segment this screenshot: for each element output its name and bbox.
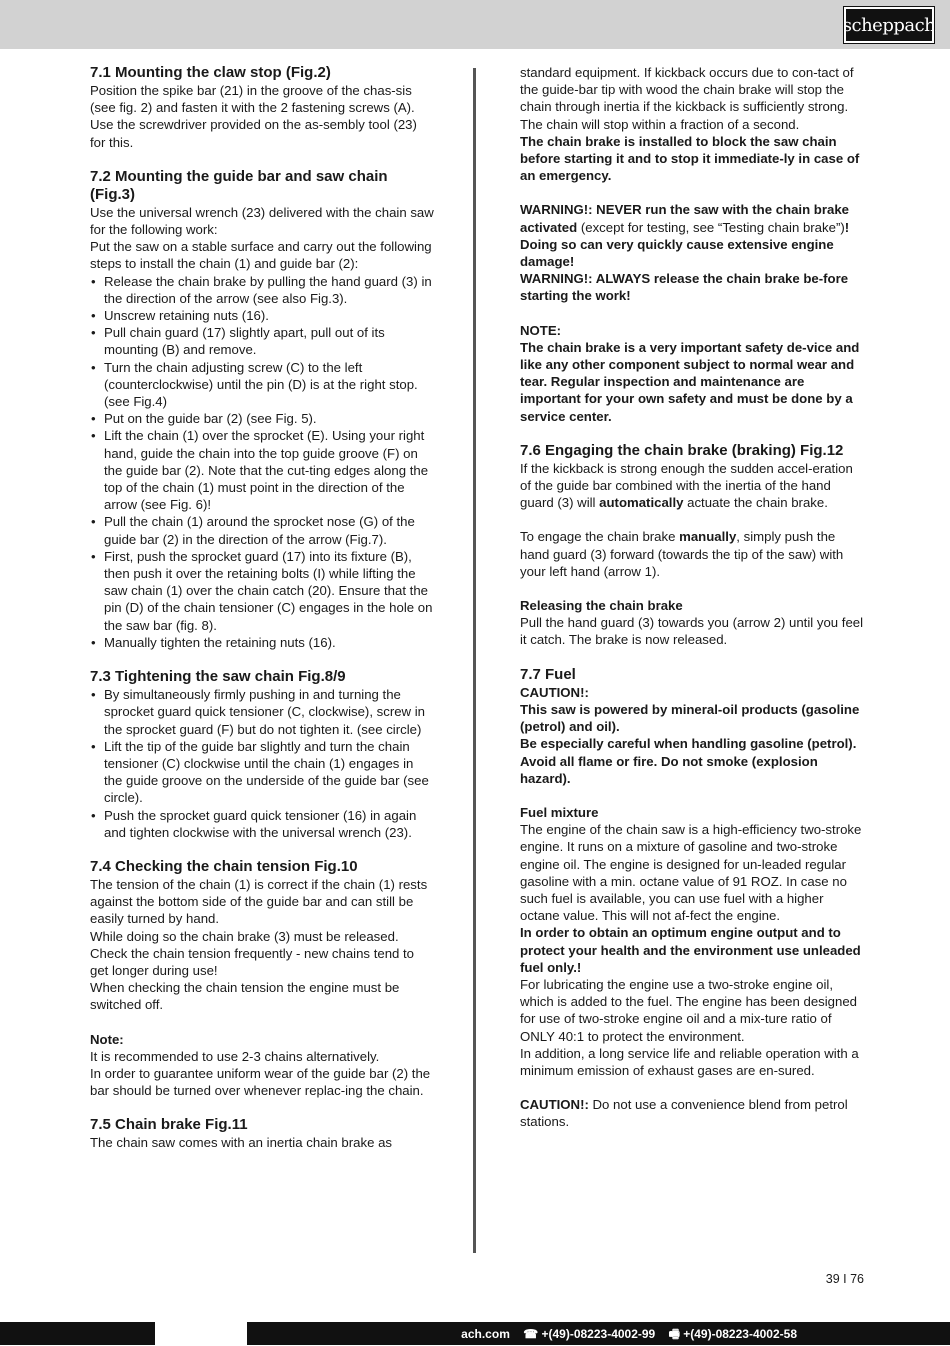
bold-paragraph: The chain brake is a very important safety de-vice and like any other component subject to normal wear and tear. Regular inspection and maintenance are important for your own safety and must be done by a service center. — [520, 339, 860, 424]
paragraph: Position the spike bar (21) in the groove of the chas-sis (see fig. 2) and fasten it with the 2 fastening screws (A). Use the screwdriver provided on the as-sembly tool (23) for this. — [90, 83, 417, 150]
list-item: • Turn the chain adjusting screw (C) to the left (counterclockwise) until the pin (D) is at the right stop. (see Fig.4) — [90, 359, 435, 411]
footer-contact — [451, 1325, 797, 1346]
column-divider — [473, 68, 476, 1253]
paragraph: Use the universal wrench (23) delivered with the chain saw for the following work: — [90, 204, 434, 238]
paragraph: To engage the chain brake manually, simply push the hand guard (3) forward (towards the tip of the saw) with your left hand (arrow 1). — [520, 529, 844, 579]
page-number: 39 I 76 — [825, 1272, 864, 1286]
note-label: Note: — [90, 1031, 124, 1047]
list-item: • Lift the tip of the guide bar slightly and turn the chain tensioner (C) clockwise until the chain (1) engages in the guide groove on the underside of the guide bar (see circle). — [90, 738, 435, 807]
step-list — [90, 686, 435, 841]
paragraph: The chain will stop within a fraction of a second. — [520, 116, 800, 132]
header-band — [0, 0, 950, 49]
paragraph: Pull the hand guard (3) towards you (arrow 2) until you feel it catch. The brake is now released. — [520, 615, 864, 648]
list-item: • Manually tighten the retaining nuts (16). — [90, 634, 435, 651]
section-title: 7.2 Mounting the guide bar and saw chain (Fig.3) — [90, 167, 388, 203]
paragraph: In addition, a long service life and reliable operation with a minimum emission of exhaust gases are en-sured. — [520, 1045, 859, 1078]
warning-paragraph: WARNING!: NEVER run the saw with the chain brake activated (except for testing, see “Testing chain brake”)! Doing so can very quickly cause extensive engine damage! — [520, 202, 850, 270]
footer-white-block — [155, 1322, 247, 1345]
warning-paragraph: WARNING!: ALWAYS release the chain brake be-fore starting the work! — [520, 271, 849, 304]
paragraph: Check the chain tension frequently - new chains tend to get longer during use! — [90, 945, 415, 978]
paragraph: standard equipment. If kickback occurs due to con-tact of the guide-bar tip with wood the chain brake will stop the chain through inertia if the kickback is sufficiently strong. — [520, 65, 854, 115]
right-column — [520, 64, 865, 1131]
left-column — [90, 64, 435, 1152]
footer-phone: ☎ +(49)-08223-4002-99 — [523, 1327, 656, 1341]
bold-paragraph: Be especially careful when handling gasoline (petrol). — [520, 736, 857, 752]
paragraph: When checking the chain tension the engine must be switched off. — [90, 980, 400, 1013]
section-title: 7.1 Mounting the claw stop (Fig.2) — [90, 64, 331, 81]
list-item: • Put on the guide bar (2) (see Fig. 5). — [90, 410, 435, 427]
list-item: • By simultaneously firmly pushing in and turning the sprocket guard quick tensioner (C, clockwise), screw in the sprocket guard (F) but do not tighten it. (see circle) — [90, 686, 435, 738]
bold-paragraph: This saw is powered by mineral-oil products (gasoline (petrol) and oil). — [520, 701, 860, 735]
section-title: 7.3 Tightening the saw chain Fig.8/9 — [90, 668, 346, 686]
paragraph: For lubricating the engine use a two-stroke engine oil, which is added to the fuel. The engine has been designed for use of two-stroke engine oil and a mix-ture ratio of ONLY 40:1 to protect the environment. — [520, 976, 858, 1044]
list-item: • Pull the chain (1) around the sprocket nose (G) of the guide bar (2) in the direction of the arrow (Fig.7). — [90, 513, 435, 547]
bold-paragraph: Avoid all flame or fire. Do not smoke (explosion hazard). — [520, 753, 818, 786]
brand-logo — [844, 7, 934, 43]
paragraph: The tension of the chain (1) is correct if the chain (1) rests against the bottom side of the guide bar and can still be easily turned by hand. — [90, 876, 428, 927]
list-item: • Release the chain brake by pulling the hand guard (3) in the direction of the arrow (see also Fig.3). — [90, 273, 435, 307]
section-title: 7.7 Fuel — [520, 665, 576, 683]
step-list — [90, 273, 435, 651]
caution-paragraph: CAUTION!: Do not use a convenience blend from petrol stations. — [520, 1097, 848, 1130]
paragraph: If the kickback is strong enough the sudden accel-eration of the guide bar combined with the inertia of the hand guard (3) will automatically actuate the chain brake. — [520, 460, 853, 511]
paragraph: While doing so the chain brake (3) must be released. — [90, 928, 399, 944]
section-title: 7.6 Engaging the chain brake (braking) Fig.12 — [520, 441, 844, 459]
section-title: 7.4 Checking the chain tension Fig.10 — [90, 857, 358, 875]
paragraph: In order to guarantee uniform wear of the guide bar (2) the bar should be turned over whenever replac-ing the chain. — [90, 1065, 431, 1099]
list-item: • Lift the chain (1) over the sprocket (E). Using your right hand, guide the chain into the top guide groove (F) on the guide bar (2). Note that the cut-ting edges along the top of the chain (1) must point in the direction of the arrow (see Fig. 6)! — [90, 427, 435, 513]
bold-paragraph: The chain brake is installed to block the saw chain before starting it and to stop it immediate-ly in case of an emergency. — [520, 133, 860, 184]
paragraph: Put the saw on a stable surface and carry out the following steps to install the chain (1) and guide bar (2): — [90, 239, 432, 272]
note-label: NOTE: — [520, 322, 562, 338]
bold-paragraph: In order to obtain an optimum engine output and to protect your health and the environment use unleaded fuel only.! — [520, 925, 861, 975]
paragraph: The engine of the chain saw is a high-efficiency two-stroke engine. It runs on a mixture of gasoline and two-stroke engine oil. The engine is designed for un-leaded regular gasoline with a min. octane value of 91 ROZ. In case no such fuel is available, you can use fuel with a higher octane value. This will not af-fect the engine. — [520, 822, 862, 924]
list-item: • Push the sprocket guard quick tensioner (16) in again and tighten clockwise with the universal wrench (23). — [90, 807, 435, 841]
paragraph: The chain saw comes with an inertia chain brake as — [90, 1135, 392, 1151]
subheading: Fuel mixture — [520, 804, 599, 820]
paragraph: It is recommended to use 2-3 chains alternatively. — [90, 1048, 380, 1064]
footer-web[interactable]: ach.com — [461, 1327, 510, 1341]
list-item: • Pull chain guard (17) slightly apart, pull out of its mounting (B) and remove. — [90, 324, 435, 358]
section-title: 7.5 Chain brake Fig.11 — [90, 1116, 248, 1134]
list-item: • Unscrew retaining nuts (16). — [90, 307, 435, 324]
caution-label: CAUTION!: — [520, 684, 589, 700]
logo-text: scheppach — [842, 14, 936, 36]
subheading: Releasing the chain brake — [520, 598, 683, 614]
footer-fax: 🖷 +(49)-08223-4002-58 — [668, 1327, 797, 1341]
list-item: • First, push the sprocket guard (17) into its fixture (B), then push it over the retaining bolts (I) while lifting the saw chain (1) over the chain catch (20). Ensure that the pin (D) of the chain tensioner (C) engages in the hole on the saw bar (fig. 8). — [90, 548, 435, 634]
